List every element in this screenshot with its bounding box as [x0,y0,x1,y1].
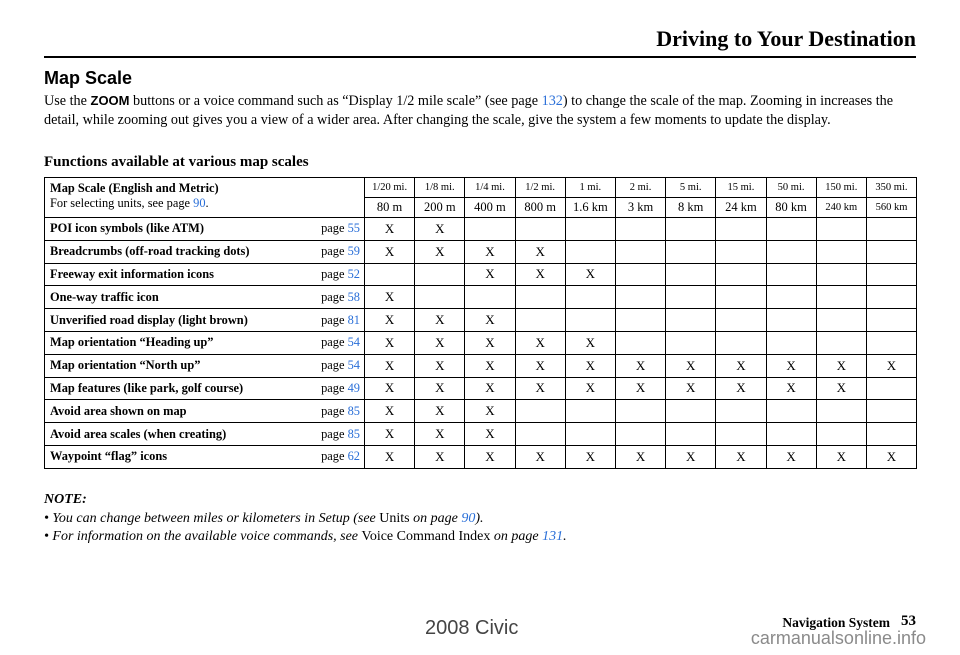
availability-mark [565,400,615,423]
feature-name: Avoid area shown on map [45,400,307,423]
availability-mark [565,309,615,332]
availability-mark: X [465,377,515,400]
feature-name: POI icon symbols (like ATM) [45,218,307,241]
availability-mark: X [415,445,465,468]
note-item: • You can change between miles or kilometers in Setup (see Units on page 90). [44,510,484,526]
availability-mark [615,331,665,354]
note-ref: Voice Command Index [361,529,491,544]
table-row [45,331,917,354]
availability-mark [816,423,866,446]
availability-mark [766,331,816,354]
availability-mark [716,263,766,286]
availability-mark [666,286,716,309]
availability-mark: X [415,423,465,446]
availability-mark [816,218,866,241]
availability-mark [866,400,916,423]
availability-mark: X [365,423,415,446]
availability-mark: X [766,445,816,468]
availability-mark [666,218,716,241]
page-prefix: page [321,380,348,395]
availability-mark: X [465,309,515,332]
page-prefix: page [321,312,348,327]
feature-name: Map orientation “North up” [45,354,307,377]
metric-scale-cell: 560 km [866,198,916,218]
availability-mark: X [666,445,716,468]
page-link[interactable]: 85 [347,403,360,418]
availability-mark [716,218,766,241]
note-text: on page [409,510,462,526]
metric-scale-cell: 80 km [766,198,816,218]
availability-mark: X [565,377,615,400]
availability-mark [615,263,665,286]
availability-mark [866,331,916,354]
availability-mark [565,423,615,446]
feature-name: One-way traffic icon [45,286,307,309]
mile-scale-cell: 350 mi. [866,178,916,198]
availability-mark: X [615,377,665,400]
availability-mark: X [365,309,415,332]
page-number: 53 [901,613,916,629]
availability-mark: X [716,377,766,400]
availability-mark [615,423,665,446]
availability-mark: X [515,240,565,263]
availability-mark [766,400,816,423]
feature-name: Waypoint “flag” icons [45,445,307,468]
note-text: You can change between miles or kilometers in Setup (see [52,510,380,526]
metric-scale-cell: 400 m [465,198,515,218]
note-text: ). [475,510,484,526]
availability-mark [415,263,465,286]
availability-mark [716,400,766,423]
availability-mark: X [465,445,515,468]
note-text: . [563,529,567,544]
availability-mark: X [465,263,515,286]
availability-mark [866,286,916,309]
metric-scale-cell: 240 km [816,198,866,218]
metric-scale-cell: 8 km [666,198,716,218]
intro-text: Use the [44,93,91,109]
section-title: Map Scale [44,68,133,88]
availability-mark [666,400,716,423]
table-row [45,445,917,468]
table-row [45,240,917,263]
availability-mark: X [365,445,415,468]
availability-mark: X [515,377,565,400]
page-link[interactable]: 52 [347,266,360,281]
availability-mark [766,309,816,332]
availability-mark [716,286,766,309]
availability-mark [565,240,615,263]
availability-mark: X [415,309,465,332]
feature-page-ref [307,331,365,354]
page-link-90[interactable]: 90 [461,510,476,526]
availability-mark: X [816,354,866,377]
mile-scale-cell: 2 mi. [615,178,665,198]
availability-mark: X [365,400,415,423]
availability-mark [666,240,716,263]
availability-mark: X [565,263,615,286]
page-prefix: page [321,403,348,418]
availability-mark [816,331,866,354]
footer-site-watermark: carmanualsonline.info [750,628,926,648]
availability-mark [465,218,515,241]
footer-model-watermark: 2008 Civic [425,617,519,639]
availability-mark: X [365,377,415,400]
availability-mark [866,218,916,241]
availability-mark: X [465,331,515,354]
table-title: Functions available at various map scales [44,154,309,170]
availability-mark: X [766,377,816,400]
availability-mark: X [465,400,515,423]
availability-mark [515,400,565,423]
availability-mark: X [515,445,565,468]
intro-text: ) to change the scale of the map. Zooming in increases the detail, while zooming out gives you a view of a wider area. After changing the scale, give the system a few moments to update the display. [44,93,894,128]
feature-page-ref [307,218,365,241]
availability-mark [716,331,766,354]
feature-name: Breadcrumbs (off-road tracking dots) [45,240,307,263]
availability-mark [866,309,916,332]
availability-mark: X [766,354,816,377]
page-prefix: page [321,289,348,304]
availability-mark: X [515,354,565,377]
header-sub: For selecting units, see page [50,196,194,210]
page-prefix: page [321,221,348,236]
table-row [45,354,917,377]
note-text: For information on the available voice commands, see [52,529,362,544]
availability-mark [766,218,816,241]
availability-mark: X [615,445,665,468]
availability-mark [716,240,766,263]
availability-mark [565,286,615,309]
availability-mark: X [716,354,766,377]
header-divider [44,56,916,58]
feature-page-ref [307,377,365,400]
footer-nav-label: Navigation System [782,615,890,630]
metric-scale-cell: 200 m [415,198,465,218]
availability-mark [716,309,766,332]
feature-name: Map orientation “Heading up” [45,331,307,354]
availability-mark [515,309,565,332]
intro-paragraph [44,92,924,129]
feature-page-ref [307,400,365,423]
availability-mark: X [465,240,515,263]
availability-mark: X [615,354,665,377]
availability-mark [766,240,816,263]
page-prefix: page [321,449,348,464]
feature-page-ref [307,309,365,332]
page-link-131[interactable]: 131 [542,529,564,544]
table-row [45,377,917,400]
availability-mark: X [365,331,415,354]
feature-page-ref [307,286,365,309]
availability-mark: X [465,423,515,446]
availability-mark [615,240,665,263]
mile-scale-cell: 15 mi. [716,178,766,198]
page-link[interactable]: 58 [347,289,360,304]
mile-scale-cell: 50 mi. [766,178,816,198]
availability-mark [515,218,565,241]
availability-mark: X [716,445,766,468]
availability-mark: X [415,354,465,377]
availability-mark [866,377,916,400]
availability-mark [816,400,866,423]
availability-mark [816,286,866,309]
mile-scale-cell: 1 mi. [565,178,615,198]
availability-mark [816,263,866,286]
metric-scale-cell: 24 km [716,198,766,218]
note-text: on page [490,529,543,544]
availability-mark: X [415,400,465,423]
page-link[interactable]: 81 [347,312,360,327]
mile-scale-cell: 1/2 mi. [515,178,565,198]
page-prefix: page [321,244,348,259]
availability-mark [866,240,916,263]
mile-scale-cell: 1/8 mi. [415,178,465,198]
metric-scale-cell: 800 m [515,198,565,218]
availability-mark [615,286,665,309]
metric-scale-cell: 80 m [365,198,415,218]
page-prefix: page [321,335,348,350]
table-row [45,218,917,241]
availability-mark [465,286,515,309]
availability-mark [866,263,916,286]
availability-mark: X [565,331,615,354]
metric-scale-cell: 3 km [615,198,665,218]
availability-mark: X [515,263,565,286]
availability-mark: X [816,445,866,468]
table-header-row [45,178,917,198]
feature-name: Freeway exit information icons [45,263,307,286]
mile-scale-cell: 1/20 mi. [365,178,415,198]
page-link-90[interactable]: 90 [193,196,206,210]
availability-mark: X [365,354,415,377]
availability-mark: X [666,354,716,377]
zoom-button-label: ZOOM [90,93,130,108]
availability-mark: X [415,218,465,241]
map-scale-table [44,177,917,469]
availability-mark: X [515,331,565,354]
availability-mark [415,286,465,309]
page-link[interactable]: 54 [347,335,360,350]
page-prefix: page [321,426,348,441]
availability-mark: X [816,377,866,400]
table-row [45,263,917,286]
note-section [44,491,567,547]
mile-scale-cell: 150 mi. [816,178,866,198]
availability-mark [666,423,716,446]
page-link[interactable]: 55 [347,221,360,236]
page-link[interactable]: 59 [347,244,360,259]
availability-mark: X [415,331,465,354]
availability-mark [716,423,766,446]
page-link-132[interactable]: 132 [541,93,563,109]
availability-mark [365,263,415,286]
availability-mark [615,400,665,423]
page-link[interactable]: 62 [347,449,360,464]
availability-mark [766,286,816,309]
availability-mark [816,309,866,332]
availability-mark: X [365,240,415,263]
availability-mark [515,423,565,446]
availability-mark: X [465,354,515,377]
feature-page-ref [307,423,365,446]
mile-scale-cell: 1/4 mi. [465,178,515,198]
note-item: • For information on the available voice commands, see Voice Command Index on page 131. [44,529,567,544]
availability-mark: X [365,218,415,241]
availability-mark [615,218,665,241]
table-row [45,309,917,332]
table-row [45,400,917,423]
page-prefix: page [321,266,348,281]
page-link[interactable]: 54 [347,358,360,373]
availability-mark [565,218,615,241]
availability-mark: X [866,354,916,377]
feature-page-ref [307,240,365,263]
availability-mark: X [365,286,415,309]
table-row [45,423,917,446]
page-link[interactable]: 85 [347,426,360,441]
availability-mark [816,240,866,263]
feature-page-ref [307,354,365,377]
page-header-title: Driving to Your Destination [656,26,916,51]
availability-mark [666,309,716,332]
note-ref: Units [379,510,410,526]
header-label: Map Scale (English and Metric) [50,181,219,195]
page-link[interactable]: 49 [347,380,360,395]
page-prefix: page [321,358,348,373]
metric-scale-cell: 1.6 km [565,198,615,218]
availability-mark: X [666,377,716,400]
availability-mark [766,423,816,446]
feature-name: Unverified road display (light brown) [45,309,307,332]
availability-mark [615,309,665,332]
feature-name: Avoid area scales (when creating) [45,423,307,446]
note-title: NOTE: [44,492,87,507]
table-header-label-cell [45,178,365,218]
intro-text: buttons or a voice command such as “Display 1/2 mile scale” (see page [129,93,542,109]
availability-mark: X [415,240,465,263]
availability-mark [666,263,716,286]
availability-mark [515,286,565,309]
table-row [45,286,917,309]
availability-mark: X [866,445,916,468]
availability-mark [666,331,716,354]
feature-name: Map features (like park, golf course) [45,377,307,400]
feature-page-ref [307,263,365,286]
availability-mark: X [565,445,615,468]
availability-mark: X [565,354,615,377]
header-sub-end: . [205,196,209,210]
availability-mark [866,423,916,446]
mile-scale-cell: 5 mi. [666,178,716,198]
availability-mark: X [415,377,465,400]
feature-page-ref [307,445,365,468]
availability-mark [766,263,816,286]
